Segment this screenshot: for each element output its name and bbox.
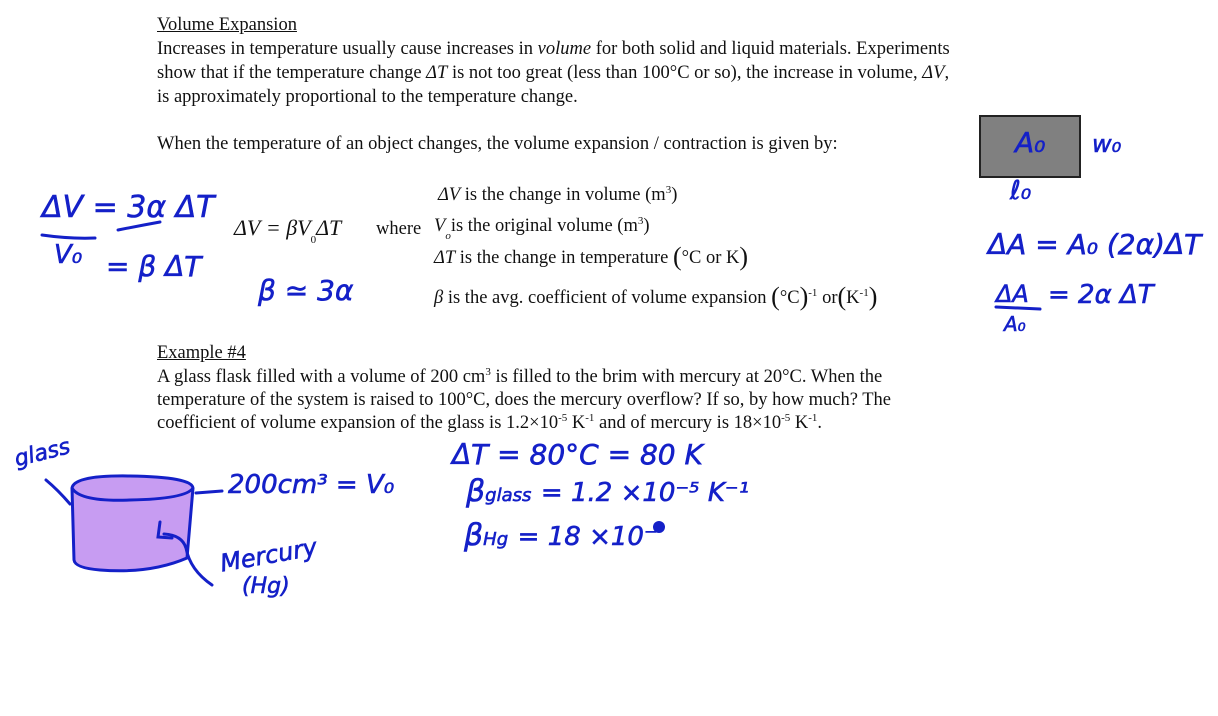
example-text: is filled to the brim with mercury at 20°C. When the xyxy=(490,367,883,387)
formula-dt: ΔT xyxy=(316,215,342,240)
annotation-area-eq: ΔA = A₀ (2α)ΔT xyxy=(988,228,1202,261)
def-symbol: ΔV xyxy=(438,185,461,205)
def-unit: K xyxy=(846,288,860,308)
lead-sentence: When the temperature of an object changes, the volume expansion / contraction is given by: xyxy=(157,134,838,154)
definition-coefficient: β is the avg. coefficient of volume expansion $(^\circ C)^{-1}$ $or(K^{-1})$ xyxy=(434,282,878,311)
annotation-left-eq-bottom: = β ΔT xyxy=(106,250,202,283)
formula-rhs: = βV xyxy=(265,215,311,240)
example-text: K xyxy=(567,413,586,433)
def-text: is the change in volume (m xyxy=(460,185,666,205)
intro-emphasis: volume xyxy=(537,39,592,59)
def-unit: °C or K xyxy=(681,248,740,268)
example-exponent: 3 xyxy=(485,366,491,378)
annotation-volume: 200cm³ = V₀ xyxy=(228,470,395,500)
def-exponent: -1 xyxy=(808,287,818,299)
example-text: coefficient of volume expansion of the glass is 1.2×10 xyxy=(157,413,559,433)
def-text: is the avg. coefficient of volume expansion xyxy=(443,288,772,308)
annotation-box-length: ℓ₀ xyxy=(1010,176,1032,206)
beta-symbol: β xyxy=(466,474,486,509)
flask-body xyxy=(72,476,193,571)
annotation-mercury: Mercury xyxy=(218,533,320,578)
def-exponent: -1 xyxy=(859,287,869,299)
example-exponent: -5 xyxy=(558,412,568,424)
example-exponent: -1 xyxy=(808,412,818,424)
volume-pointer xyxy=(196,491,222,493)
def-exponent: 3 xyxy=(637,215,644,227)
intro-text: Increases in temperature usually cause increases in xyxy=(157,39,538,59)
annotation-beta-glass xyxy=(466,474,749,509)
def-or: or xyxy=(817,288,838,308)
definition-original-volume: $V_ois$ the original volume $(m^3)$ xyxy=(434,215,650,242)
annotation-area-ratio-rhs: = 2α ΔT xyxy=(1048,280,1154,310)
def-symbol: β xyxy=(434,288,444,308)
beta-symbol: β xyxy=(464,518,484,553)
delta-t-symbol: ΔT xyxy=(426,63,448,83)
intro-text: is not too great (less than 100°C or so), the increase in volume, xyxy=(447,63,923,83)
annotation-beta-approx: β ≃ 3α xyxy=(258,274,354,307)
example-line-2: temperature of the system is raised to 100°C, does the mercury overflow? If so, by how much? The xyxy=(157,390,892,410)
beta-subscript: glass xyxy=(485,485,532,506)
annotation-box-label: A₀ xyxy=(1015,126,1046,159)
annotation-beta-hg xyxy=(464,518,658,553)
annotation-glass: glass xyxy=(12,434,73,473)
annotation-area-ratio-den: A₀ xyxy=(1004,312,1026,336)
intro-text: , xyxy=(944,63,950,83)
def-symbol: ΔT xyxy=(434,248,456,268)
example-exponent: -1 xyxy=(585,412,595,424)
annotation-hg: (Hg) xyxy=(242,574,290,599)
example-text: K xyxy=(790,413,809,433)
annotation-area-ratio-num: ΔA xyxy=(996,280,1029,308)
definition-temperature-change: ΔT is the change in temperature (°C or K) xyxy=(434,242,749,271)
formula-lhs: ΔV xyxy=(234,215,261,240)
annotation-delta-t: ΔT = 80°C = 80 K xyxy=(452,438,703,471)
def-exponent: 3 xyxy=(665,184,672,196)
delta-v-symbol: ΔV xyxy=(922,63,945,83)
annotation-left-eq-top: ΔV = 3α ΔT xyxy=(42,190,215,225)
fraction-bar-left xyxy=(42,235,95,238)
beta-subscript: Hg xyxy=(483,529,509,550)
intro-line-3: is approximately proportional to the temperature change. xyxy=(157,87,578,107)
annotation-left-eq-den: V₀ xyxy=(54,240,83,270)
glass-pointer xyxy=(46,480,70,504)
example-text: . xyxy=(817,413,823,433)
intro-text: show that if the temperature change xyxy=(157,63,427,83)
def-symbol: V xyxy=(434,216,446,236)
def-text: is the original volume (m xyxy=(450,216,638,236)
beta-glass-value: = 1.2 ×10⁻⁵ K⁻¹ xyxy=(540,478,750,508)
example-text: and of mercury is 18×10 xyxy=(594,413,782,433)
def-subscript: o xyxy=(445,229,451,242)
beta-hg-value: = 18 ×10⁻ xyxy=(517,522,658,552)
example-heading: Example #4 xyxy=(157,343,246,363)
example-exponent: -5 xyxy=(781,412,791,424)
example-text: A glass flask filled with a volume of 200 cm xyxy=(157,367,486,387)
formula-subscript: 0 xyxy=(310,234,317,247)
section-heading: Volume Expansion xyxy=(157,15,297,35)
def-text: is the change in temperature xyxy=(455,248,673,268)
annotation-box-width: w₀ xyxy=(1092,130,1122,158)
definition-volume-change: ΔV is the change in volume $(m^3)$ xyxy=(438,184,678,205)
formula-where: where xyxy=(376,219,422,239)
intro-text: for both solid and liquid materials. Experiments xyxy=(591,39,950,59)
def-unit: °C xyxy=(779,288,800,308)
